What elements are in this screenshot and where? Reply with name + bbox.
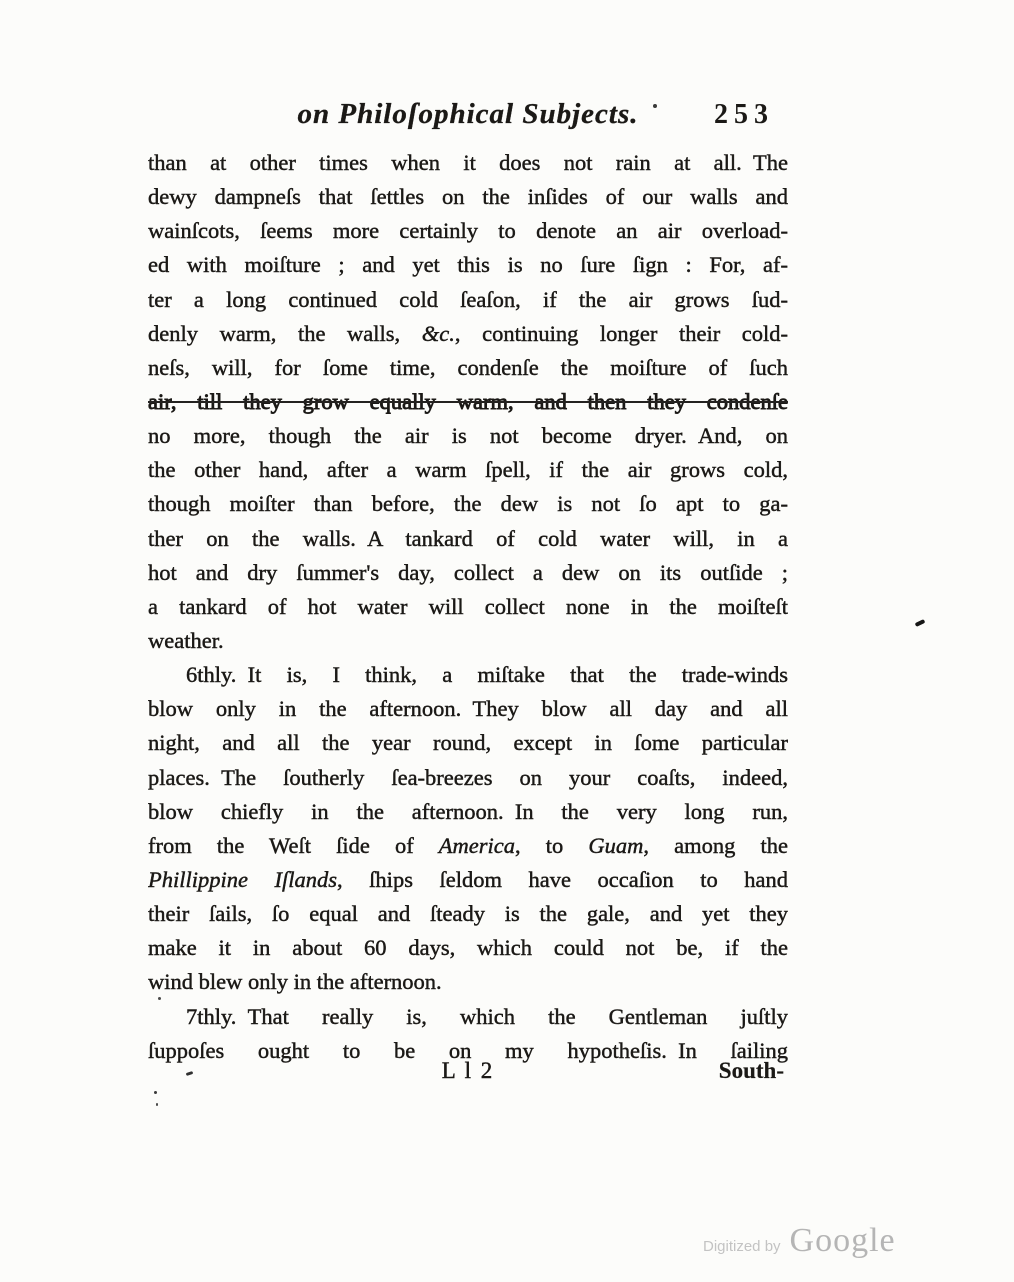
page-body-text (148, 146, 788, 1068)
running-header-title: on Philoſophical Subjects. (297, 98, 639, 130)
text-segment: make it in about 60 days, which could not be, if the (148, 935, 788, 961)
text-line (148, 590, 788, 624)
ink-speck (158, 997, 161, 1000)
text-line (148, 385, 788, 419)
text-segment: than at other times when it does not rain at all. The (148, 150, 788, 175)
text-segment: no more, though the air is not become dryer. And, on (148, 423, 788, 449)
text-line (148, 556, 788, 590)
text-segment: their ſails, ſo equal and ſteady is the gale, and yet they (148, 901, 788, 927)
italic-text-segment: Guam (588, 832, 644, 858)
text-line (148, 795, 788, 829)
text-segment: night, and all the year round, except in ſome particular (148, 730, 788, 756)
text-line (148, 453, 788, 487)
running-header (148, 94, 788, 138)
text-line (148, 658, 788, 692)
text-segment: neſs, will, for ſome time, condenſe the moiſture of ſuch (148, 354, 788, 380)
text-line (148, 146, 788, 180)
text-segment: from the Weſt ſide of (148, 832, 439, 858)
google-logo: Google (789, 1222, 896, 1259)
text-segment: ter a long continued cold ſeaſon, if the air grows ſud- (148, 286, 788, 312)
text-line (148, 965, 788, 999)
text-line (148, 624, 788, 658)
text-segment: dewy dampneſs that ſettles on the inſides of our walls and (148, 184, 788, 210)
ink-speck (653, 104, 657, 108)
text-segment: ther on the walls. A tankard of cold water will, in a (148, 525, 788, 551)
text-line (148, 419, 788, 453)
text-segment: places. The ſoutherly ſea-breezes on your coaſts, indeed, (148, 764, 788, 790)
text-segment: hot and dry ſummer's day, collect a dew on its outſide ; (148, 559, 788, 585)
text-segment: ed with moiſture ; and yet this is no ſure ſign : For, af- (148, 252, 788, 278)
text-line (148, 692, 788, 726)
ink-speck (154, 1091, 157, 1094)
text-segment: blow only in the afternoon. They blow all day and all (148, 696, 788, 722)
watermark-prefix-text: Digitized by (703, 1238, 781, 1255)
text-line (148, 829, 788, 863)
italic-text-segment: &c. (421, 320, 455, 346)
text-segment: , among the (643, 832, 788, 858)
text-line (148, 317, 788, 351)
text-segment: weather. (148, 627, 224, 653)
text-line (148, 897, 788, 931)
digitization-watermark (703, 1222, 896, 1260)
text-segment: denly warm, the walls, (148, 320, 422, 346)
text-segment: , ſhips ſeldom have occaſion to hand (337, 866, 788, 892)
ink-speck (156, 1103, 158, 1106)
text-segment: though moiſter than before, the dew is not ſo apt to ga- (148, 491, 788, 517)
text-segment: blow chiefly in the afternoon. In the very long run, (148, 798, 788, 824)
page-number: 253 (714, 99, 774, 130)
text-line (148, 522, 788, 556)
text-segment: ſuppoſes ought to be on my hypotheſis. In ſailing (148, 1037, 788, 1063)
text-line (148, 487, 788, 521)
text-line (148, 283, 788, 317)
text-line (148, 180, 788, 214)
text-segment: 6thly. It is, I think, a miſtake that the trade-winds (186, 662, 788, 688)
text-line (148, 726, 788, 760)
text-segment: , to (515, 832, 589, 858)
text-segment: , continuing longer their cold- (454, 320, 788, 346)
page-footer (148, 1056, 788, 1090)
italic-text-segment: America (438, 832, 516, 858)
text-line (148, 1000, 788, 1034)
text-segment: a tankard of hot water will collect none in the moiſteſt (148, 593, 788, 619)
catchword: South- (718, 1058, 784, 1083)
text-segment: air, till they grow equally warm, and then they condenſe (148, 388, 788, 414)
text-segment: wainſcots, ſeems more certainly to denote an air overload- (148, 218, 788, 244)
text-line (148, 931, 788, 965)
text-line (148, 761, 788, 795)
text-segment: the other hand, after a warm ſpell, if the air grows cold, (148, 457, 788, 483)
text-segment: wind blew only in the afternoon. (148, 969, 442, 995)
printer-signature-mark: L l 2 (441, 1058, 495, 1083)
text-segment: 7thly. That really is, which the Gentleman juſtly (186, 1003, 788, 1029)
italic-text-segment: Phillippine Iſlands (148, 866, 338, 892)
ink-speck (915, 619, 926, 627)
text-line (148, 351, 788, 385)
text-line (148, 214, 788, 248)
text-line (148, 863, 788, 897)
text-line (148, 248, 788, 282)
